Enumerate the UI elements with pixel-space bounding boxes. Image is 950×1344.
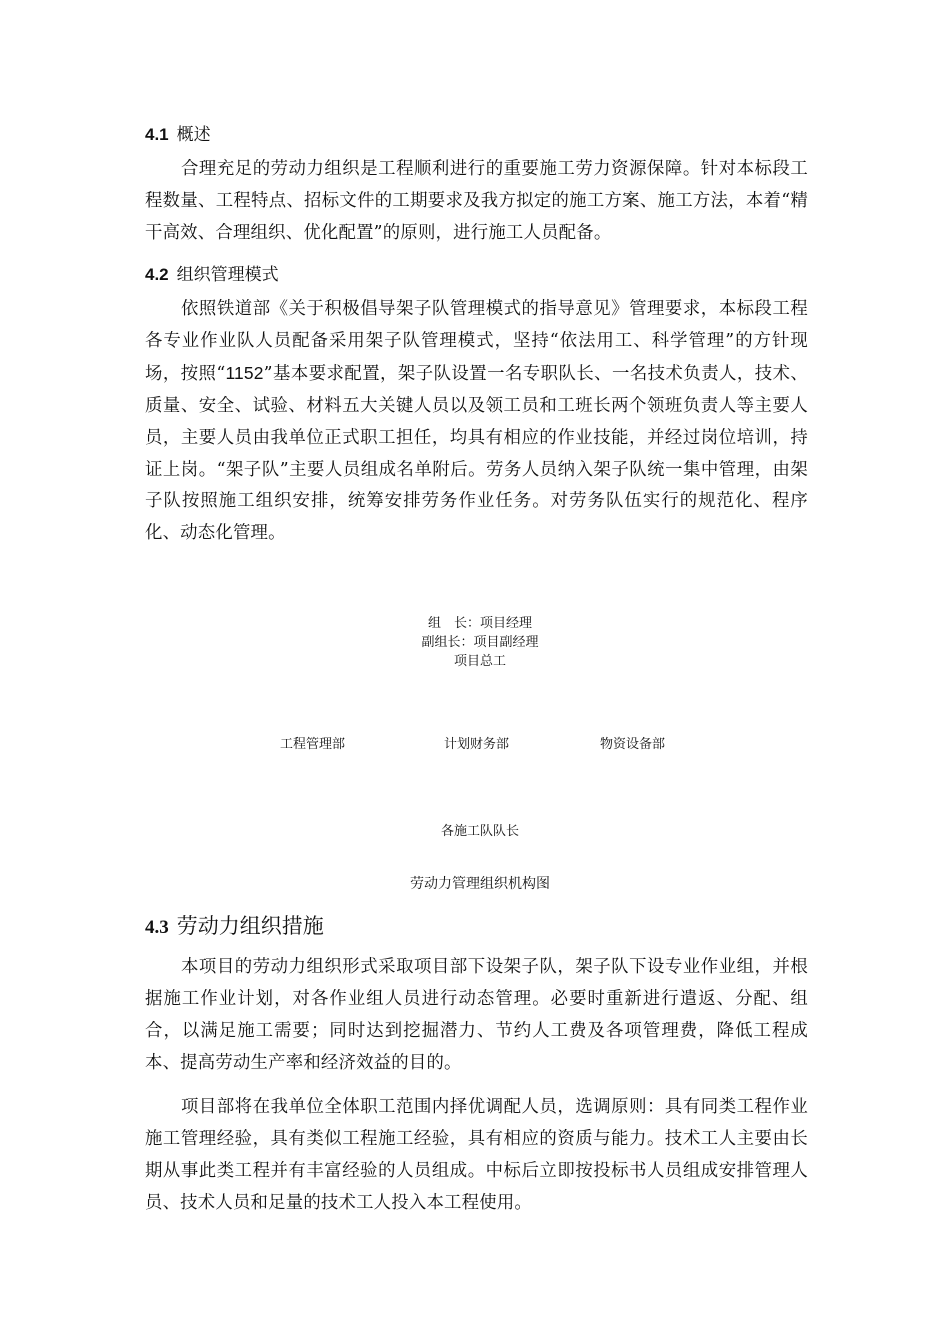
section-number: 4.1 — [145, 125, 169, 144]
section-heading-4-3 — [145, 913, 324, 941]
paragraph-code: 1152 — [225, 362, 264, 383]
org-department-engineering: 工程管理部 — [280, 737, 346, 752]
org-chief-engineer: 项目总工 — [453, 654, 506, 669]
section-title: 概述 — [176, 125, 211, 145]
section-heading-4-2 — [145, 264, 279, 286]
org-department-finance: 计划财务部 — [444, 737, 510, 752]
section-number: 4.3 — [145, 917, 169, 938]
org-chart-top-box — [380, 614, 580, 671]
section-heading-4-1 — [145, 124, 211, 146]
org-chart-caption: 劳动力管理组织机构图 — [410, 876, 550, 892]
org-deputy: 副组长：项目副经理 — [421, 635, 539, 650]
section-title: 组织管理模式 — [176, 265, 279, 285]
org-department-materials: 物资设备部 — [600, 737, 666, 752]
paragraph-text: 依照铁道部《关于积极倡导架子队管理模式的指导意见》管理要求，本标段工程各专业作业队人员配备采用架子队管理模式，坚持“依法用工、科学管理”的方针现场，按照“ — [145, 299, 808, 384]
paragraph-labor-measures-1: 本项目的劳动力组织形式采取项目部下设架子队，架子队下设专业作业组，并根据施工作业计划，对各作业组人员进行动态管理。必要时重新进行遣返、分配、组合，以满足施工需要；同时达到挖掘潜力、节约人工费及各项管理费，降低工程成本、提高劳动生产率和经济效益的目的。 — [145, 957, 808, 1073]
paragraph-labor-measures-2: 项目部将在我单位全体职工范围内择优调配人员，选调原则：具有同类工程作业施工管理经验，具有类似工程施工经验，具有相应的资质与能力。技术工人主要由长期从事此类工程并有丰富经验的人员组成。中标后立即按投标书人员组成安排管理人员、技术人员和足量的技术工人投入本工程使用。 — [145, 1097, 808, 1213]
org-team-leaders: 各施工队队长 — [440, 824, 519, 839]
paragraph-text: ”基本要求配置，架子队设置一名专职队长、一名技术负责人，技术、质量、安全、试验、材料五大关键人员以及领工员和工班长两个领班负责人等主要人员，主要人员由我单位正式职工担任，均具有相应的作业技能，并经过岗位培训，持证上岗。“架子队”主要人员组成名单附后。劳务人员纳入架子队统一集中管理，由架子队按照施工组织安排，统筹安排劳务作业任务。对劳务队伍实行的规范化、程序化、动态化管理。 — [145, 363, 808, 544]
section-number: 4.2 — [145, 265, 169, 284]
paragraph-management-mode — [145, 294, 808, 550]
paragraph-overview: 合理充足的劳动力组织是工程顺利进行的重要施工劳力资源保障。针对本标段工程数量、工程特点、招标文件的工期要求及我方拟定的施工方案、施工方法，本着“精干高效、合理组织、优化配置”的原则，进行施工人员配备。 — [145, 159, 808, 243]
section-title: 劳动力组织措施 — [176, 914, 324, 938]
org-leader: 组 长：项目经理 — [427, 616, 532, 631]
